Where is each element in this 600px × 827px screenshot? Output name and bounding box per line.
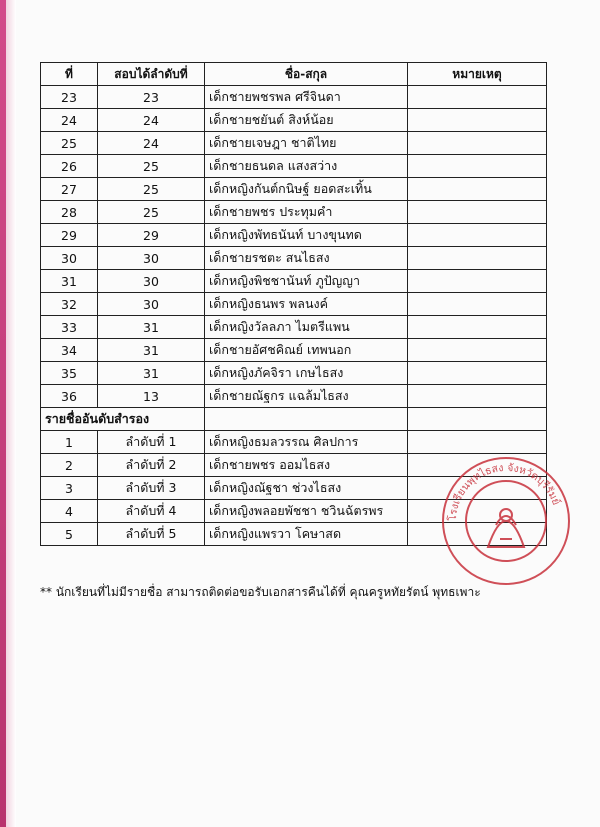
school-seal-stamp xyxy=(440,455,572,587)
contact-footnote: ** นักเรียนที่ไม่มีรายชื่อ สามารถติดต่อขอรับเอกสารคืนได้ที่ คุณครูหทัยรัตน์ พุทธเพาะ xyxy=(40,585,481,599)
table-row xyxy=(41,293,547,316)
seal-text: โรงเรียนพุทไธสง จังหวัดบุรีรัมย์ xyxy=(446,461,563,522)
cell-rank: 13 xyxy=(98,385,205,408)
cell-no: 27 xyxy=(41,178,98,201)
cell-name: เด็กหญิงธนพร พลนงค์ xyxy=(205,293,408,316)
cell-rank: ลำดับที่ 3 xyxy=(98,477,205,500)
table-row xyxy=(41,224,547,247)
cell-no: 1 xyxy=(41,431,98,454)
cell-no: 24 xyxy=(41,109,98,132)
paper-shadow xyxy=(6,0,16,827)
cell-no: 28 xyxy=(41,201,98,224)
cell-no: 25 xyxy=(41,132,98,155)
header-rank: สอบได้ลำดับที่ xyxy=(98,63,205,86)
cell-no: 26 xyxy=(41,155,98,178)
header-no: ที่ xyxy=(41,63,98,86)
reserve-heading: รายชื่ออันดับสำรอง xyxy=(41,408,205,431)
cell-name: เด็กชายพชรพล ศรีจินดา xyxy=(205,86,408,109)
cell-name: เด็กหญิงธมลวรรณ ศิลปการ xyxy=(205,431,408,454)
table-row xyxy=(41,339,547,362)
cell-note xyxy=(408,270,547,293)
cell-name: เด็กชายอัศชคิณย์ เทพนอก xyxy=(205,339,408,362)
cell-no: 34 xyxy=(41,339,98,362)
cell-note xyxy=(408,247,547,270)
cell-note xyxy=(408,201,547,224)
cell-rank: 25 xyxy=(98,178,205,201)
cell-note xyxy=(408,362,547,385)
cell-note xyxy=(408,224,547,247)
cell-rank: 24 xyxy=(98,109,205,132)
cell-note xyxy=(408,293,547,316)
cell-note xyxy=(408,178,547,201)
cell-rank: 31 xyxy=(98,362,205,385)
cell-rank: 30 xyxy=(98,293,205,316)
cell-rank: ลำดับที่ 2 xyxy=(98,454,205,477)
cell-rank: ลำดับที่ 1 xyxy=(98,431,205,454)
table-header-row xyxy=(41,63,547,86)
cell-rank: 31 xyxy=(98,339,205,362)
cell-no: 30 xyxy=(41,247,98,270)
cell-no: 5 xyxy=(41,523,98,546)
cell-note xyxy=(408,86,547,109)
cell-name: เด็กหญิงพัทธนันท์ บางขุนทด xyxy=(205,224,408,247)
table-row xyxy=(41,109,547,132)
cell-no: 31 xyxy=(41,270,98,293)
cell-no: 3 xyxy=(41,477,98,500)
cell-name: เด็กหญิงกันต์กนิษฐ์ ยอดสะเทิ้น xyxy=(205,178,408,201)
header-note: หมายเหตุ xyxy=(408,63,547,86)
cell-rank: 31 xyxy=(98,316,205,339)
cell-name: เด็กชายธนดล แสงสว่าง xyxy=(205,155,408,178)
header-name: ชื่อ-สกุล xyxy=(205,63,408,86)
empty-cell xyxy=(408,408,547,431)
reserve-heading-row xyxy=(41,408,547,431)
table-row xyxy=(41,201,547,224)
table-row xyxy=(41,431,547,454)
cell-name: เด็กหญิงวัลลภา ไมตรีแพน xyxy=(205,316,408,339)
cell-rank: 30 xyxy=(98,247,205,270)
cell-rank: 25 xyxy=(98,155,205,178)
table-row xyxy=(41,155,547,178)
cell-rank: ลำดับที่ 4 xyxy=(98,500,205,523)
cell-note xyxy=(408,155,547,178)
cell-no: 33 xyxy=(41,316,98,339)
cell-name: เด็กหญิงแพรวา โคษาสด xyxy=(205,523,408,546)
cell-note xyxy=(408,132,547,155)
cell-note xyxy=(408,109,547,132)
cell-no: 29 xyxy=(41,224,98,247)
cell-no: 35 xyxy=(41,362,98,385)
cell-name: เด็กชายชยันต์ สิงห์น้อย xyxy=(205,109,408,132)
cell-rank: ลำดับที่ 5 xyxy=(98,523,205,546)
cell-note xyxy=(408,316,547,339)
main-rows xyxy=(41,86,547,408)
cell-no: 23 xyxy=(41,86,98,109)
cell-name: เด็กชายเจษฎา ชาติไทย xyxy=(205,132,408,155)
cell-no: 36 xyxy=(41,385,98,408)
empty-cell xyxy=(205,408,408,431)
table-row xyxy=(41,362,547,385)
table-row xyxy=(41,86,547,109)
cell-name: เด็กหญิงพิชชานันท์ ภูปัญญา xyxy=(205,270,408,293)
cell-rank: 29 xyxy=(98,224,205,247)
table-row xyxy=(41,316,547,339)
table-row xyxy=(41,178,547,201)
table-row xyxy=(41,132,547,155)
cell-note xyxy=(408,339,547,362)
cell-no: 32 xyxy=(41,293,98,316)
table-row xyxy=(41,247,547,270)
cell-name: เด็กหญิงณัฐชา ช่วงไธสง xyxy=(205,477,408,500)
cell-name: เด็กชายพชร ออมไธสง xyxy=(205,454,408,477)
cell-name: เด็กชายณัฐกร แฉล้มไธสง xyxy=(205,385,408,408)
cell-rank: 30 xyxy=(98,270,205,293)
cell-rank: 24 xyxy=(98,132,205,155)
cell-no: 2 xyxy=(41,454,98,477)
cell-name: เด็กหญิงพลอยพัชชา ชวินฉัตรพร xyxy=(205,500,408,523)
cell-rank: 23 xyxy=(98,86,205,109)
cell-note xyxy=(408,385,547,408)
cell-name: เด็กชายพชร ประทุมคำ xyxy=(205,201,408,224)
reserve-section xyxy=(41,408,547,431)
cell-no: 4 xyxy=(41,500,98,523)
cell-rank: 25 xyxy=(98,201,205,224)
cell-name: เด็กหญิงภัคจิรา เกษไธสง xyxy=(205,362,408,385)
table-row xyxy=(41,270,547,293)
cell-note xyxy=(408,431,547,454)
table-row xyxy=(41,385,547,408)
cell-name: เด็กชายรชตะ สนไธสง xyxy=(205,247,408,270)
